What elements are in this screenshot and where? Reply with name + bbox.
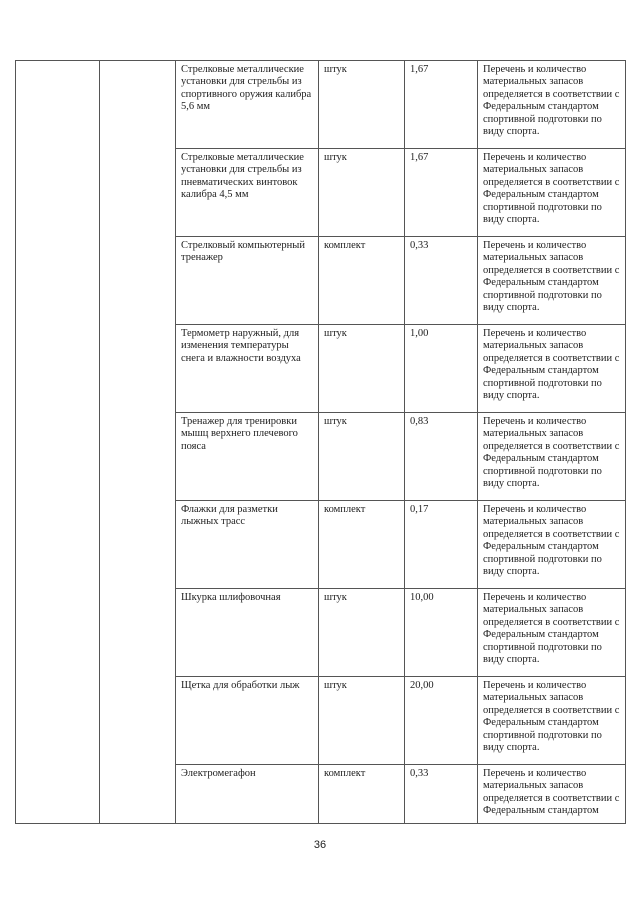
- item-quantity: 10,00: [405, 589, 478, 677]
- item-name: Флажки для разметки лыжных трасс: [176, 501, 319, 589]
- item-unit: штук: [319, 589, 405, 677]
- item-quantity: 20,00: [405, 677, 478, 765]
- item-quantity: 0,17: [405, 501, 478, 589]
- item-unit: штук: [319, 677, 405, 765]
- item-unit: штук: [319, 149, 405, 237]
- item-name: Тренажер для тренировки мышц верхнего плечевого пояса: [176, 413, 319, 501]
- item-name: Термометр наружный, для изменения температуры снега и влажности воздуха: [176, 325, 319, 413]
- item-quantity: 1,67: [405, 61, 478, 149]
- item-quantity: 0,33: [405, 237, 478, 325]
- item-name: Щетка для обработки лыж: [176, 677, 319, 765]
- item-unit: штук: [319, 325, 405, 413]
- item-note: Перечень и количество материальных запасов определяется в соответствии с Федеральным стандартом спортивной подготовки по виду спорта.: [478, 61, 626, 149]
- item-unit: штук: [319, 61, 405, 149]
- item-name: Электромегафон: [176, 765, 319, 824]
- item-unit: комплект: [319, 501, 405, 589]
- item-name: Стрелковый компьютерный тренажер: [176, 237, 319, 325]
- item-unit: комплект: [319, 765, 405, 824]
- item-note: Перечень и количество материальных запасов определяется в соответствии с Федеральным стандартом: [478, 765, 626, 824]
- item-note: Перечень и количество материальных запасов определяется в соответствии с Федеральным стандартом спортивной подготовки по виду спорта.: [478, 589, 626, 677]
- item-quantity: 1,00: [405, 325, 478, 413]
- item-unit: комплект: [319, 237, 405, 325]
- item-note: Перечень и количество материальных запасов определяется в соответствии с Федеральным стандартом спортивной подготовки по виду спорта.: [478, 413, 626, 501]
- item-quantity: 1,67: [405, 149, 478, 237]
- item-quantity: 0,33: [405, 765, 478, 824]
- item-note: Перечень и количество материальных запасов определяется в соответствии с Федеральным стандартом спортивной подготовки по виду спорта.: [478, 677, 626, 765]
- table-row: [16, 61, 626, 149]
- equipment-table: [15, 60, 626, 824]
- item-note: Перечень и количество материальных запасов определяется в соответствии с Федеральным стандартом спортивной подготовки по виду спорта.: [478, 237, 626, 325]
- item-name: Стрелковые металлические установки для стрельбы из пневматических винтовок калибра 4,5 мм: [176, 149, 319, 237]
- item-note: Перечень и количество материальных запасов определяется в соответствии с Федеральным стандартом спортивной подготовки по виду спорта.: [478, 325, 626, 413]
- empty-column-2: [100, 61, 176, 824]
- page-number: 36: [313, 839, 327, 851]
- item-name: Шкурка шлифовочная: [176, 589, 319, 677]
- item-note: Перечень и количество материальных запасов определяется в соответствии с Федеральным стандартом спортивной подготовки по виду спорта.: [478, 149, 626, 237]
- item-quantity: 0,83: [405, 413, 478, 501]
- item-name: Стрелковые металлические установки для стрельбы из спортивного оружия калибра 5,6 мм: [176, 61, 319, 149]
- empty-column-1: [16, 61, 100, 824]
- item-note: Перечень и количество материальных запасов определяется в соответствии с Федеральным стандартом спортивной подготовки по виду спорта.: [478, 501, 626, 589]
- item-unit: штук: [319, 413, 405, 501]
